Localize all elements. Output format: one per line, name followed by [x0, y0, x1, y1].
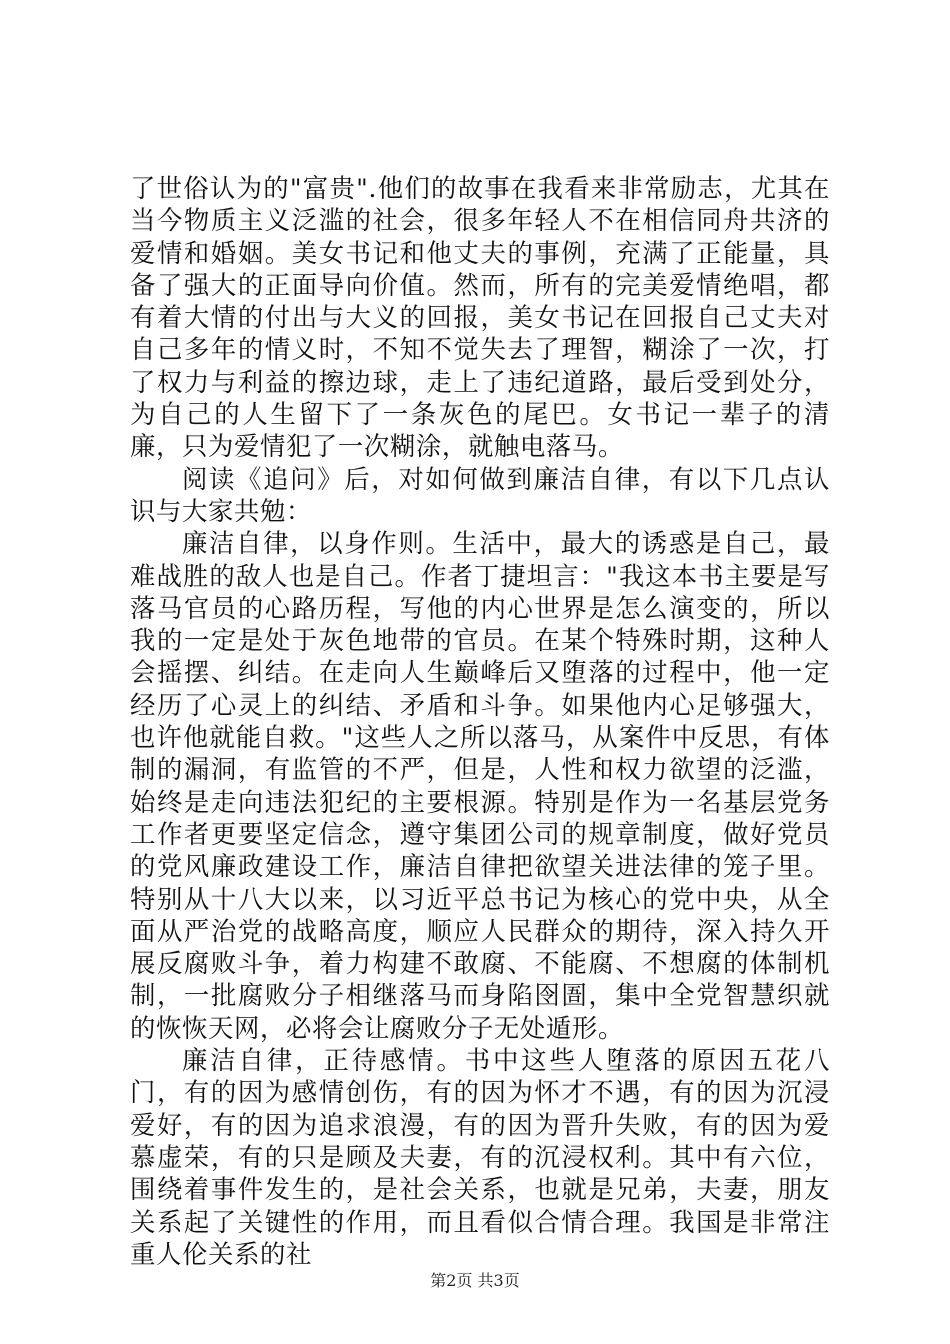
paragraph-intro: 阅读《追问》后，对如何做到廉洁自律，有以下几点认识与大家共勉： — [130, 463, 830, 526]
paragraph-self-discipline: 廉洁自律，以身作则。生活中，最大的诱惑是自己，最难战胜的敌人也是自己。作者丁捷坦言："我这本书主要是写落马官员的心路历程，写他的内心世界是怎么演变的，所以我的一定是处于灰色地带的官员。在某个特殊时期，这种人会摇摆、纠结。在走向人生巅峰后又堕落的过程中，他一定经历了心灵上的纠结、矛盾和斗争。如果他内心足够强大，也许他就能自救。"这些人之所以落马，从案件中反思，有体制的漏洞，有监管的不严，但是，人性和权力欲望的泛滥，始终是走向违法犯纪的主要根源。特别是作为一名基层党务工作者更要坚定信念，遵守集团公司的规章制度，做好党员的党风廉政建设工作，廉洁自律把欲望关进法律的笼子里。特别从十八大以来，以习近平总书记为核心的党中央，从全面从严治党的战略高度，顺应人民群众的期待，深入持久开展反腐败斗争，着力构建不敢腐、不能腐、不想腐的体制机制，一批腐败分子相继落马而身陷囹圄，集中全党智慧织就的恢恢天网，必将会让腐败分子无处遁形。 — [130, 528, 830, 1043]
document-body — [130, 172, 830, 1270]
paragraph-emotions: 廉洁自律，正待感情。书中这些人堕落的原因五花八门，有的因为感情创伤，有的因为怀才不遇，有的因为沉浸爱好，有的因为追求浪漫，有的因为晋升失败，有的因为爱慕虚荣，有的只是顾及夫妻，有的沉浸权利。其中有六位，围绕着事件发生的，是社会关系，也就是兄弟，夫妻，朋友关系起了关键性的作用，而且看似合情合理。我国是非常注重人伦关系的社 — [130, 1045, 830, 1269]
page-number-footer: 第2页 共3页 — [430, 1271, 520, 1290]
paragraph-continuation: 了世俗认为的"富贵".他们的故事在我看来非常励志，尤其在当今物质主义泛滥的社会，很多年轻人不在相信同舟共济的爱情和婚姻。美女书记和他丈夫的事例，充满了正能量，具备了强大的正面导向价值。然而，所有的完美爱情绝唱，都有着大情的付出与大义的回报，美女书记在回报自己丈夫对自己多年的情义时，不知不觉失去了理智，糊涂了一次，打了权力与利益的擦边球，走上了违纪道路，最后受到处分，为自己的人生留下了一条灰色的尾巴。女书记一辈子的清廉，只为爱情犯了一次糊涂，就触电落马。 — [130, 173, 830, 462]
